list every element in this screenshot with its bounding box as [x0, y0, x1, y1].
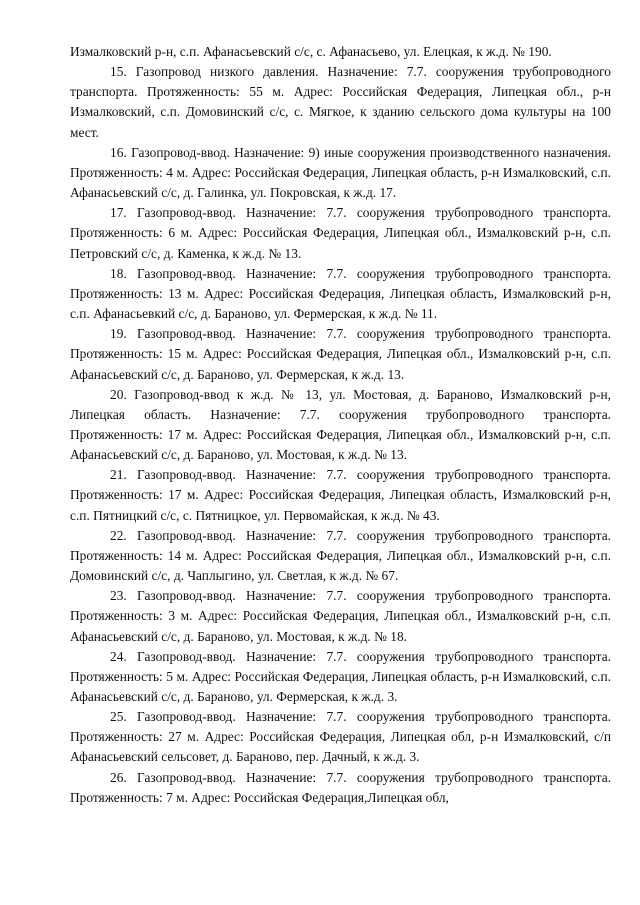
list-item-17: 17. Газопровод-ввод. Назначение: 7.7. сооружения трубопроводного транспорта. Протяженность: 6 м. Адрес: Российская Федерация, Липецкая обл., Измалковский р-н, с.п. Петровский с/с, д. Каменка, к ж.д. № 13. — [70, 205, 611, 261]
list-item-20: 20. Газопровод-ввод к ж.д. № 13, ул. Мостовая, д. Бараново, Измалковский р-н, Липецкая область. Назначение: 7.7. сооружения трубопроводного транспорта. Протяженность: 17 м. Адрес: Российская Федерация, Липецкая обл., Измалковский р-н, с.п. Афанасьевский с/с, д. Бараново, ул. Мостовая, к ж.д. № 13. — [70, 386, 611, 463]
list-item-16: 16. Газопровод-ввод. Назначение: 9) иные сооружения производственного назначения. Протяженность: 4 м. Адрес: Российская Федерация, Липецкая область, р-н Измалковский, с.п. Афанасьевский с/с, д. Галинка, ул. Покровская, к ж.д. 17. — [70, 144, 611, 201]
list-item-23: 23. Газопровод-ввод. Назначение: 7.7. сооружения трубопроводного транспорта. Протяженность: 3 м. Адрес: Российская Федерация, Липецкая обл., Измалковский р-н, с.п. Афанасьевский с/с, д. Бараново, ул. Мостовая, к ж.д. № 18. — [70, 588, 611, 644]
list-item-22: 22. Газопровод-ввод. Назначение: 7.7. сооружения трубопроводного транспорта. Протяженность: 14 м. Адрес: Российская Федерация, Липецкая обл., Измалковский р-н, с.п. Домовинский с/с, д. Чаплыгино, ул. Светлая, к ж.д. № 67. — [70, 527, 611, 584]
list-item-15: 15. Газопровод низкого давления. Назначение: 7.7. сооружения трубопроводного транспорта. Протяженность: 55 м. Адрес: Российская Федерация, Липецкая обл., р-н Измалковский, с.п. Домовинский с/с, с. Мягкое, к зданию сельского дома культуры на 100 мест. — [70, 64, 611, 140]
list-item-21: 21. Газопровод-ввод. Назначение: 7.7. сооружения трубопроводного транспорта. Протяженность: 17 м. Адрес: Российская Федерация, Липецкая область, Измалковский р-н, с.п. Пятницкий с/с, с. Пятницкое, ул. Первомайская, к ж.д. № 43. — [70, 467, 611, 523]
paragraph-continuation: Измалковский р-н, с.п. Афанасьевский с/с, с. Афанасьево, ул. Елецкая, к ж.д. № 190. — [70, 44, 552, 59]
list-item-26: 26. Газопровод-ввод. Назначение: 7.7. сооружения трубопроводного транспорта. Протяженность: 7 м. Адрес: Российская Федерация,Липецкая обл, — [70, 769, 611, 805]
list-item-18: 18. Газопровод-ввод. Назначение: 7.7. сооружения трубопроводного транспорта. Протяженность: 13 м. Адрес: Российская Федерация, Липецкая область, Измалковский р-н, с.п. Афанасьевкий с/с, д. Бараново, ул. Фермерская, к ж.д. № 11. — [70, 265, 611, 322]
document-page — [70, 42, 611, 808]
list-item-24: 24. Газопровод-ввод. Назначение: 7.7. сооружения трубопроводного транспорта. Протяженность: 5 м. Адрес: Российская Федерация, Липецкая область, р-н Измалковский, с.п. Афанасьевский с/с, д. Бараново, ул. Фермерская, к ж.д. 3. — [70, 648, 611, 704]
list-item-25: 25. Газопровод-ввод. Назначение: 7.7. сооружения трубопроводного транспорта. Протяженность: 27 м. Адрес: Российская Федерация, Липецкая обл, р-н Измалковский, с/п Афанасьевский сельсовет, д. Бараново, пер. Дачный, к ж.д. 3. — [70, 709, 611, 765]
list-item-19: 19. Газопровод-ввод. Назначение: 7.7. сооружения трубопроводного транспорта. Протяженность: 15 м. Адрес: Российская Федерация, Липецкая обл., Измалковский р-н, с.п. Афанасьевский с/с, д. Бараново, ул. Фермерская, к ж.д. 13. — [70, 326, 611, 382]
